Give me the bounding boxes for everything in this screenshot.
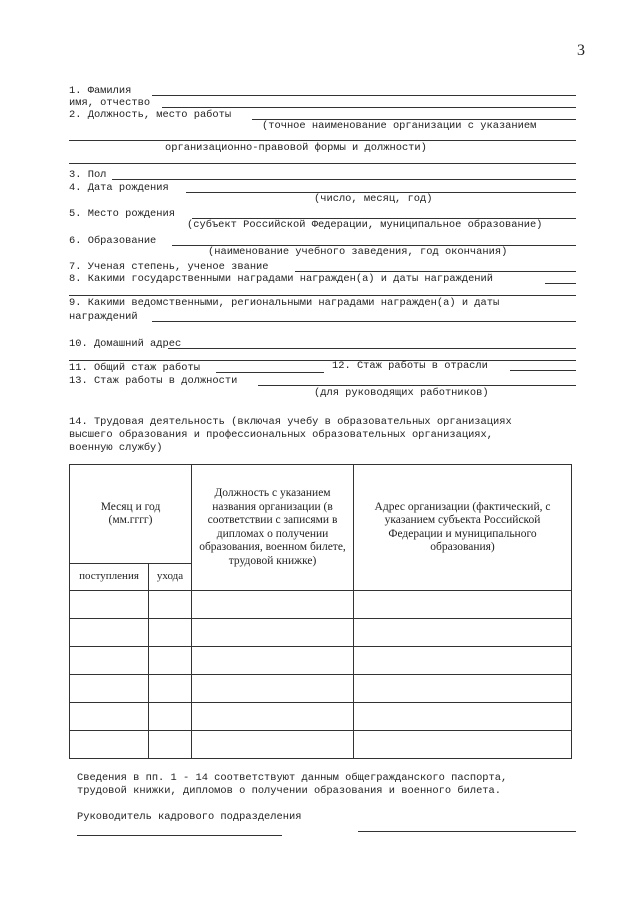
field-industry-experience-label: 12. Стаж работы в отрасли	[332, 360, 488, 372]
footer-note-2: трудовой книжки, дипломов о получении образования и военного билета.	[77, 785, 502, 797]
cell-position[interactable]	[192, 731, 354, 759]
cell-address[interactable]	[354, 703, 572, 731]
gender-line[interactable]	[112, 179, 576, 180]
cell-start[interactable]	[70, 731, 149, 759]
field-work-history-label-3: военную службу)	[69, 442, 163, 454]
field-degree-label: 7. Ученая степень, ученое звание	[69, 261, 269, 273]
field-gender-label: 3. Пол	[69, 169, 107, 181]
page-number: 3	[577, 42, 585, 59]
cell-start[interactable]	[70, 647, 149, 675]
cell-address[interactable]	[354, 675, 572, 703]
industry-experience-line[interactable]	[510, 370, 576, 371]
degree-line[interactable]	[295, 271, 576, 272]
table-row	[70, 703, 572, 731]
cell-start[interactable]	[70, 703, 149, 731]
field-address-label: 10. Домашний адрес	[69, 338, 182, 350]
field-name-label: имя, отчество	[69, 97, 151, 109]
work-history-table	[69, 464, 572, 759]
position-hint-1: (точное наименование организации с указанием	[262, 120, 537, 132]
total-experience-line[interactable]	[216, 372, 324, 373]
education-hint: (наименование учебного заведения, год окончания)	[208, 246, 508, 258]
table-row	[70, 647, 572, 675]
signature-line[interactable]	[358, 831, 576, 832]
table-row	[70, 731, 572, 759]
table-row	[70, 675, 572, 703]
signer-label: Руководитель кадрового подразделения	[77, 811, 302, 823]
cell-position[interactable]	[192, 675, 354, 703]
field-dept-awards-label-2: награждений	[69, 311, 138, 323]
position-experience-line[interactable]	[258, 385, 576, 386]
cell-position[interactable]	[192, 647, 354, 675]
position-hint-2: организационно-правовой формы и должности)	[165, 142, 427, 154]
position-experience-hint: (для руководящих работников)	[314, 387, 489, 399]
position-line-3[interactable]	[69, 163, 576, 164]
cell-end[interactable]	[149, 703, 192, 731]
field-birthplace-label: 5. Место рождения	[69, 208, 176, 220]
header-position: Должность с указанием названия организации (в соответствии с записями в дипломах о получении образования, военном билете, трудовой книжке)	[192, 465, 354, 591]
field-birthdate-label: 4. Дата рождения	[69, 182, 169, 194]
address-line-2[interactable]	[69, 360, 576, 361]
cell-end[interactable]	[149, 731, 192, 759]
cell-end[interactable]	[149, 591, 192, 619]
surname-line[interactable]	[152, 95, 576, 96]
cell-start[interactable]	[70, 619, 149, 647]
address-line[interactable]	[168, 348, 576, 349]
field-surname-label: 1. Фамилия	[69, 85, 132, 97]
field-work-history-label-1: 14. Трудовая деятельность (включая учебу в образовательных организациях	[69, 416, 512, 428]
birthplace-hint: (субъект Российской Федерации, муниципальное образование)	[187, 219, 543, 231]
cell-end[interactable]	[149, 619, 192, 647]
cell-address[interactable]	[354, 619, 572, 647]
name-line[interactable]	[162, 107, 576, 108]
footer-note-1: Сведения в пп. 1 - 14 соответствуют данным общегражданского паспорта,	[77, 772, 508, 784]
field-state-awards-label: 8. Какими государственными наградами награжден(а) и даты награждений	[69, 273, 494, 285]
table-row	[70, 619, 572, 647]
signer-name-line[interactable]	[77, 835, 282, 836]
dept-awards-line[interactable]	[152, 321, 576, 322]
field-work-history-label-2: высшего образования и профессиональных образовательных организациях,	[69, 429, 494, 441]
field-education-label: 6. Образование	[69, 235, 157, 247]
cell-address[interactable]	[354, 591, 572, 619]
state-awards-line-2[interactable]	[69, 295, 576, 296]
table-row	[70, 591, 572, 619]
cell-position[interactable]	[192, 591, 354, 619]
field-dept-awards-label: 9. Какими ведомственными, региональными наградами награжден(а) и даты	[69, 297, 500, 309]
field-position-label: 2. Должность, место работы	[69, 109, 232, 121]
cell-position[interactable]	[192, 619, 354, 647]
birthdate-hint: (число, месяц, год)	[314, 193, 433, 205]
cell-end[interactable]	[149, 647, 192, 675]
header-month-year: Месяц и год (мм.гггг)	[70, 465, 192, 564]
field-position-experience-label: 13. Стаж работы в должности	[69, 375, 238, 387]
state-awards-line[interactable]	[545, 283, 576, 284]
cell-start[interactable]	[70, 591, 149, 619]
cell-address[interactable]	[354, 647, 572, 675]
field-total-experience-label: 11. Общий стаж работы	[69, 362, 200, 374]
cell-address[interactable]	[354, 731, 572, 759]
position-line-2[interactable]	[69, 140, 576, 141]
cell-start[interactable]	[70, 675, 149, 703]
subheader-end: ухода	[149, 564, 192, 591]
cell-position[interactable]	[192, 703, 354, 731]
subheader-start: поступления	[70, 564, 149, 591]
cell-end[interactable]	[149, 675, 192, 703]
header-address: Адрес организации (фактический, с указанием субъекта Российской Федерации и муниципального образования)	[354, 465, 572, 591]
